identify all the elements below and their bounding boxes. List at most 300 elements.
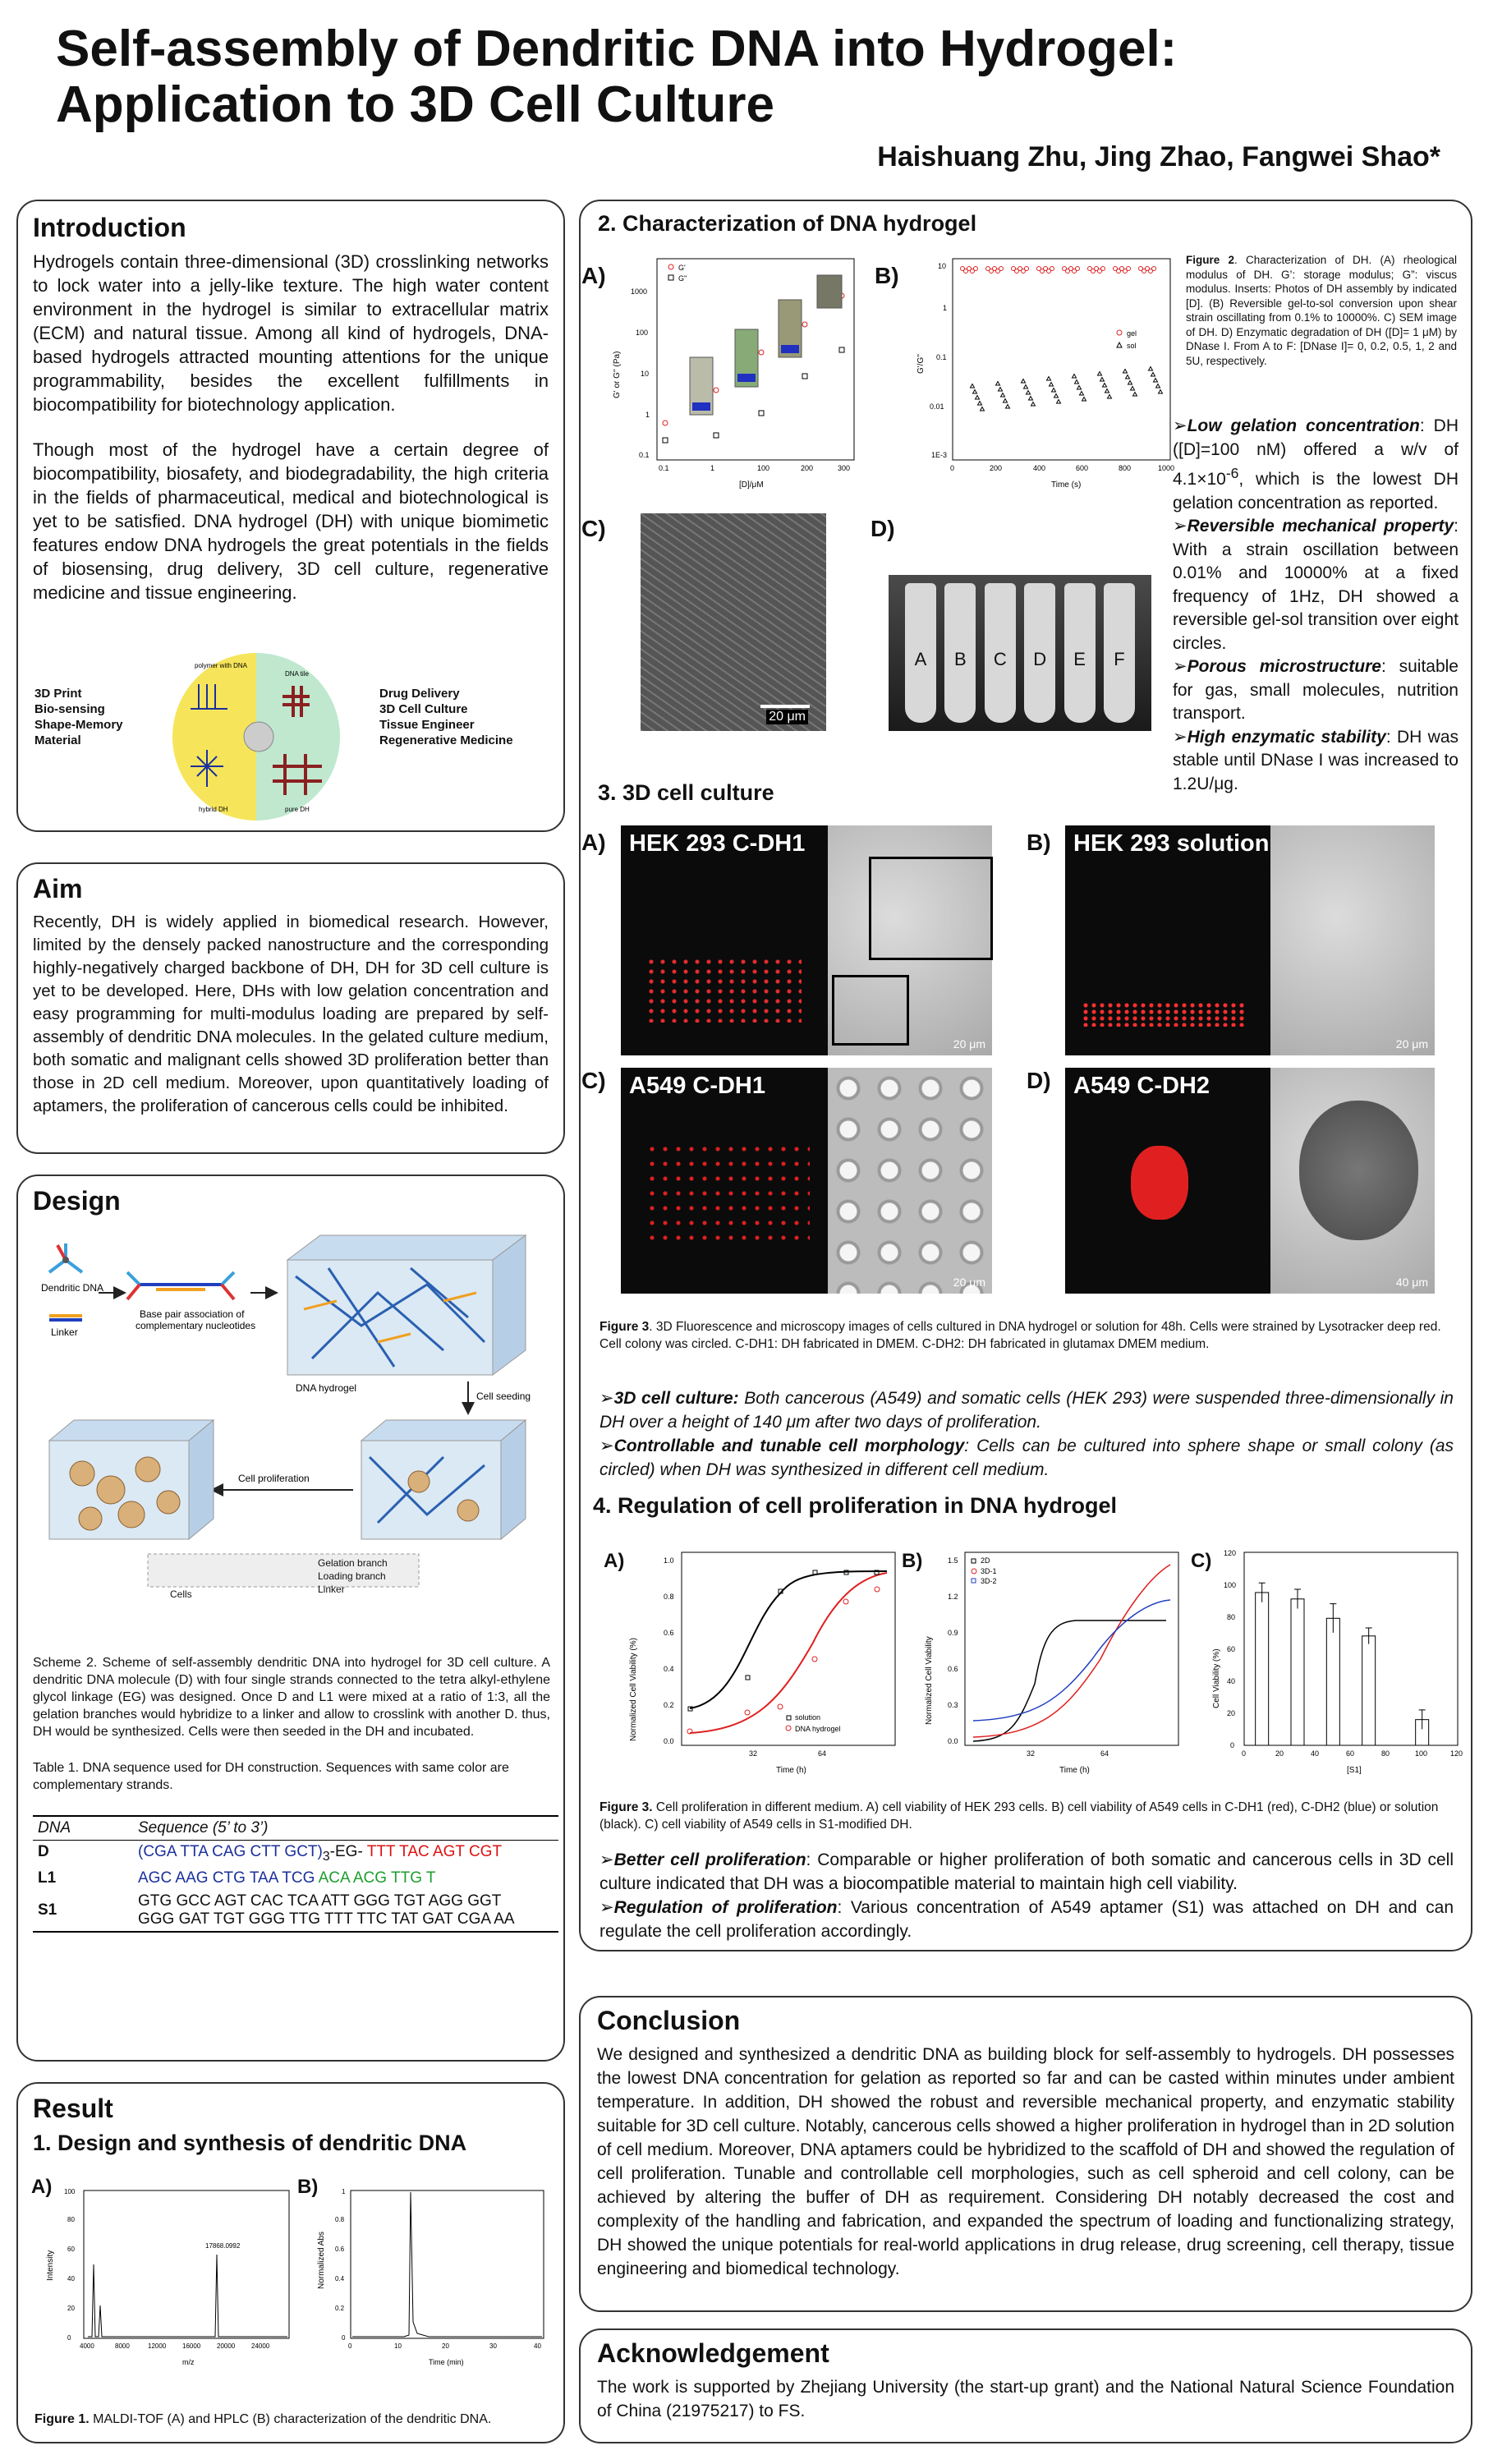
chartB-yticks xyxy=(948,1556,958,1745)
polymer-label: polymer with DNA xyxy=(195,662,248,669)
proliferated-cube xyxy=(49,1420,214,1539)
ytick: 0.8 xyxy=(335,2216,345,2223)
legend-marker-sol xyxy=(1117,342,1122,347)
chartC-ylabel: Cell Viability (%) xyxy=(1212,1648,1221,1708)
tube-row xyxy=(905,583,1135,723)
ytick: 0.1 xyxy=(936,353,947,361)
figure3-caption xyxy=(599,1318,1454,1353)
design-scheme-diagram xyxy=(33,1227,550,1588)
ytick: 20 xyxy=(67,2305,75,2312)
xtick: 120 xyxy=(1450,1749,1463,1758)
introduction-heading: Introduction xyxy=(33,213,186,242)
chartC-frame xyxy=(1244,1552,1458,1745)
a549-cdh1-fluorescence xyxy=(621,1068,828,1294)
sol-point xyxy=(1128,381,1132,385)
bullet-text: : suitable for gas, small molecules, nutrition transport. xyxy=(1173,657,1459,723)
legend-marker-solution xyxy=(787,1716,791,1720)
culture-label-c: C) xyxy=(581,1068,606,1093)
bullet-text: : Various concentration of A549 aptamer (S1) was attached on DH and can regulate the cell proliferation accordingly. xyxy=(599,1898,1454,1941)
dna-hydrogel-cube xyxy=(287,1235,526,1375)
tube: E xyxy=(1064,583,1096,723)
seq-part: (CGA TTA CAG CTT GCT) xyxy=(138,1843,323,1860)
sol-point xyxy=(981,407,985,411)
gel-point xyxy=(974,267,978,271)
ytick: 0.01 xyxy=(930,402,944,411)
bar xyxy=(1326,1618,1339,1745)
culture-label-b: B) xyxy=(1027,830,1051,855)
bullet: ➢Controllable and tunable cell morphology: Cells can be cultured into sphere shape or small colony (as circled) when DH was synthesized in different cell medium. xyxy=(599,1437,1454,1479)
aim-box xyxy=(16,862,565,1154)
table-caption: Table 1. DNA sequence used for DH construction. Sequences with same color are complementary strands. xyxy=(33,1761,509,1792)
xtick: 0 xyxy=(1242,1749,1247,1758)
base-pair-label-2: complementary nucleotides xyxy=(136,1320,256,1331)
legend-sol: sol xyxy=(1127,342,1137,350)
fig-text: Cell proliferation in different medium. A) cell viability of HEK 293 cells. B) cell viability of A549 cells in C-DH1 (red), C-DH2 (blue) or solution (black). C) cell viability of A549 cells in S1-modified DH. xyxy=(599,1800,1439,1832)
rheo-xticks xyxy=(659,464,850,472)
ytick: 0.2 xyxy=(664,1701,674,1709)
xtick: 20 xyxy=(442,2342,449,2350)
aim-text: Recently, DH is widely applied in biomedical research. However, limited by the densely packed nanostructure and the corresponding highly-negatively charged backbone of DH, DH for 3D cell culture is yet to be developed. Here, DHs with low gelation concentration and easy programming for multi-modulus loading are prepared by self-assembly of dendritic DNA molecules. In the gelated culture medium, both somatic and malignant cells showed 3D proliferation better than those in 2D cell medium. Moreover, upon quantitatively loading of aptamers, the proliferation of cancerous cells could be inhibited. xyxy=(33,913,549,1115)
legend-entry: 3D-1 xyxy=(981,1567,997,1575)
panel-title: A549 C-DH1 xyxy=(629,1073,765,1099)
hplc-chart xyxy=(314,2182,552,2371)
sol-point xyxy=(1057,400,1061,404)
dendritic-label: Dendritic DNA xyxy=(41,1282,104,1294)
ytick: 1E-3 xyxy=(931,451,948,459)
sol-point xyxy=(1131,387,1135,391)
sol-point xyxy=(1050,383,1054,387)
xtick: 80 xyxy=(1381,1749,1390,1758)
linker-label: Linker xyxy=(51,1326,78,1338)
sol-point xyxy=(1027,391,1031,395)
spheroid xyxy=(1299,1101,1418,1240)
sem-scale-bar xyxy=(760,705,810,708)
xtick: 32 xyxy=(1027,1749,1036,1758)
bar xyxy=(1291,1599,1304,1745)
fluorescent-cells xyxy=(1082,1002,1246,1027)
sol-point xyxy=(1082,398,1086,402)
curve-3d2 xyxy=(973,1600,1170,1721)
seq-part: ACA ACG TTG T xyxy=(318,1869,436,1887)
ytick: 60 xyxy=(67,2246,75,2253)
base-pair-label: Base pair association of xyxy=(140,1308,245,1320)
ytick: 0.4 xyxy=(664,1665,674,1673)
sol-point xyxy=(1001,393,1005,398)
sol-point xyxy=(1075,380,1079,384)
hek-solution-fluorescence xyxy=(1065,825,1270,1055)
fig1-label-a: A) xyxy=(31,2176,53,2198)
acknowledgement-heading: Acknowledgement xyxy=(597,2338,829,2368)
gel-point xyxy=(999,267,1004,271)
hplc-xlabel: Time (min) xyxy=(429,2358,464,2366)
xtick: 100 xyxy=(757,464,770,472)
seq-sub: 3 xyxy=(322,1849,330,1864)
legend-marker-gel xyxy=(1117,330,1122,335)
poster-title xyxy=(56,21,1452,133)
bullet-title: Regulation of proliferation xyxy=(613,1898,838,1917)
ytick: 0.0 xyxy=(664,1737,674,1745)
row-name: D xyxy=(38,1843,49,1860)
char-label-a: A) xyxy=(581,263,606,288)
legend-marker-g1 xyxy=(668,264,673,269)
ytick: 100 xyxy=(64,2188,76,2195)
sol-point xyxy=(1156,384,1160,388)
ytick: 1.0 xyxy=(664,1556,674,1565)
xtick: 24000 xyxy=(251,2342,270,2350)
app-label: Tissue Engineer xyxy=(379,718,475,732)
sol-point xyxy=(1108,395,1112,399)
hydrogel-applications-diagram xyxy=(149,651,363,822)
bullet-title: High enzymatic stability xyxy=(1187,727,1386,747)
xtick: 400 xyxy=(1033,464,1046,472)
prolif-label: Cell proliferation xyxy=(238,1473,310,1484)
result-heading: Result xyxy=(33,2094,113,2123)
scale-text: 20 μm xyxy=(953,1276,985,1289)
hydrogel-curve xyxy=(690,1573,887,1733)
row-name: L1 xyxy=(38,1869,57,1887)
xtick: 8000 xyxy=(115,2342,130,2350)
bullet: ➢Reversible mechanical property: With a strain oscillation between 0.01% and 10000% at a fixed frequency of 1Hz, DH showed a reversible gel-sol transition over eight circles. xyxy=(1173,517,1459,653)
tile-label: DNA tile xyxy=(285,670,309,678)
maldi-xticks xyxy=(80,2342,270,2350)
legend-solution: solution xyxy=(795,1713,821,1722)
sol-point xyxy=(1022,379,1026,384)
seeded-cube xyxy=(361,1420,526,1539)
sol-point xyxy=(1029,397,1033,401)
characterization-bullets xyxy=(1173,415,1459,796)
chartA-points xyxy=(687,1570,880,1734)
sol-point xyxy=(1073,375,1077,379)
tube: D xyxy=(1024,583,1055,723)
ytick: 40 xyxy=(67,2275,75,2282)
chartA-yticks xyxy=(664,1556,674,1745)
sol-point xyxy=(1077,386,1082,390)
ytick: 0.6 xyxy=(948,1665,958,1673)
ytick: 60 xyxy=(1227,1645,1236,1653)
a549-cdh2-brightfield xyxy=(1270,1068,1435,1294)
hydrogel-label: DNA hydrogel xyxy=(296,1382,357,1394)
app-label: Shape-Memory xyxy=(34,718,123,732)
sol-point xyxy=(996,382,1000,386)
bullet-title: 3D cell culture: xyxy=(613,1389,745,1408)
bullet-text: Both cancerous (A549) and somatic cells (HEK 293) were suspended three-dimensionally in DH over a height of 140 μm after two days of proliferation. xyxy=(599,1389,1454,1432)
rheology-chart xyxy=(608,251,862,497)
xtick: 200 xyxy=(801,464,814,472)
chartB-ylabel: Normalized Cell Viability xyxy=(925,1636,934,1725)
fig1-label-b: B) xyxy=(297,2176,319,2198)
maldi-yticks xyxy=(64,2188,76,2342)
bullet-text: : Cells can be cultured into sphere shape or small colony (as circled) when DH was synthesized in different cell medium. xyxy=(599,1437,1454,1479)
ytick: 1 xyxy=(943,304,948,312)
bullet-title: Porous microstructure xyxy=(1187,657,1381,676)
introduction-box xyxy=(16,200,565,832)
gel-point xyxy=(1127,267,1131,271)
figure2-caption xyxy=(1186,253,1457,368)
prolif-label-a: A) xyxy=(604,1550,625,1572)
bullet-text: : With a strain oscillation between 0.01% and 10000% at a fixed frequency of 1Hz, DH showed a reversible gel-sol transition over eight circles. xyxy=(1173,517,1459,653)
hek-solution-brightfield xyxy=(1270,825,1435,1055)
ytick: 0.1 xyxy=(639,451,650,459)
bullet: ➢Low gelation concentration: DH ([D]=100 nM) offered a w/v of $4.1\times 10^{-6}$, which is the lowest DH gelation concentration as reported. xyxy=(1173,416,1459,513)
chartB-legend xyxy=(972,1556,997,1585)
bar xyxy=(1256,1593,1269,1745)
app-label: Drug Delivery xyxy=(379,687,460,701)
table-row xyxy=(33,1841,558,1867)
result-box xyxy=(16,2082,565,2443)
culture-heading: 3. 3D cell culture xyxy=(598,780,774,805)
sol-point xyxy=(1149,367,1153,371)
gel-point xyxy=(1152,267,1156,271)
ytick: 0 xyxy=(67,2334,71,2342)
s1-viability-bar-chart xyxy=(1207,1544,1470,1782)
title-line-1: Self-assembly of Dendritic DNA into Hydrogel: xyxy=(56,21,1178,77)
hplc-trace xyxy=(352,2192,542,2337)
sequence-table xyxy=(33,1815,558,1933)
prolif-label-c: C) xyxy=(1191,1550,1212,1572)
sem-image xyxy=(641,513,826,731)
fig-bold: Figure 3. xyxy=(599,1800,653,1814)
design-legend xyxy=(162,1556,425,1621)
design-box xyxy=(16,1175,565,2062)
legend-marker-hydrogel xyxy=(786,1726,791,1731)
table-row xyxy=(33,1867,558,1890)
ytick: 80 xyxy=(1227,1613,1236,1621)
linker-legend: Linker xyxy=(318,1584,345,1595)
sol-point xyxy=(971,384,975,388)
ytick: 100 xyxy=(636,329,649,337)
ytick: 0.8 xyxy=(664,1593,674,1601)
app-label: 3D Cell Culture xyxy=(379,702,468,716)
ytick: 40 xyxy=(1227,1677,1236,1685)
proliferation-heading: 4. Regulation of cell proliferation in DNA hydrogel xyxy=(593,1493,1118,1518)
cells-legend: Cells xyxy=(170,1588,192,1600)
seq-line: GTG GCC AGT CAC TCA ATT GGG TGT AGG GGT xyxy=(138,1892,502,1910)
tube: B xyxy=(944,583,976,723)
design-heading: Design xyxy=(33,1186,121,1216)
xtick: 1 xyxy=(710,464,715,472)
legend-g2: G'' xyxy=(678,274,687,283)
fluorescent-spheroid xyxy=(1131,1146,1188,1220)
ytick: 10 xyxy=(641,370,650,378)
bullet: ➢High enzymatic stability: DH was stable until DNase I was increased to 1.2U/μg. xyxy=(1173,727,1459,793)
sol-point xyxy=(973,390,977,394)
legend-hydrogel: DNA hydrogel xyxy=(795,1725,841,1733)
bullet: ➢3D cell culture: Both cancerous (A549) and somatic cells (HEK 293) were suspended three-dimensionally in DH over a height of 140 μm after two days of proliferation. xyxy=(599,1389,1454,1432)
scale-text: 40 μm xyxy=(1395,1276,1428,1289)
ytick: 20 xyxy=(1227,1709,1236,1717)
a549-cdh2-fluorescence xyxy=(1065,1068,1270,1294)
chartB-xlabel: Time (h) xyxy=(1059,1766,1090,1775)
ytick: 80 xyxy=(67,2216,75,2223)
culture-bullets xyxy=(599,1386,1454,1482)
ytick: 1000 xyxy=(631,287,648,296)
legend-g1: G' xyxy=(678,264,686,272)
gelsol-yticks xyxy=(930,262,947,459)
panel-title: A549 C-DH2 xyxy=(1073,1073,1210,1099)
sol-point xyxy=(1024,385,1028,389)
tube: F xyxy=(1104,583,1135,723)
chartA-ylabel: Normalized Cell Viability (%) xyxy=(629,1638,638,1741)
chartA-xlabel: Time (h) xyxy=(776,1766,806,1775)
result-subheading: 1. Design and synthesis of dendritic DNA xyxy=(33,2131,467,2155)
xtick: 16000 xyxy=(182,2342,201,2350)
bullet: ➢Regulation of proliferation: Various concentration of A549 aptamer (S1) was attached on DH and can regulate the cell proliferation accordingly. xyxy=(599,1898,1454,1941)
char-label-b: B) xyxy=(875,263,899,288)
seq-line: GGG GAT TGT GGG TTG TTT TTC TAT GAT CGA AA xyxy=(138,1910,515,1928)
rheo-yticks xyxy=(631,287,650,459)
ytick: 0 xyxy=(342,2334,346,2342)
fluorescent-cells xyxy=(645,1142,810,1248)
gelation-legend: Gelation branch xyxy=(318,1557,388,1569)
gel-point xyxy=(1050,267,1054,271)
figure3b-caption xyxy=(599,1799,1454,1833)
pure-label: pure DH xyxy=(285,806,310,813)
loading-legend: Loading branch xyxy=(318,1570,386,1582)
seeding-label: Cell seeding xyxy=(476,1391,531,1402)
seq-part: TTT TAC AGT CGT xyxy=(366,1843,503,1860)
xtick: 40 xyxy=(1311,1749,1320,1758)
sol-point xyxy=(1103,384,1107,388)
xtick: 600 xyxy=(1076,464,1089,472)
chartC-yticks xyxy=(1224,1549,1236,1749)
fig1-caption-text: MALDI-TOF (A) and HPLC (B) characterization of the dendritic DNA. xyxy=(89,2412,492,2426)
characterization-heading: 2. Characterization of DNA hydrogel xyxy=(598,211,977,236)
xtick: 1000 xyxy=(1158,464,1175,472)
acknowledgement-text: The work is supported by Zhejiang University (the start-up grant) and the National Natural Science Foundation of China (21975217) to FS. xyxy=(597,2378,1454,2420)
bullet-text: , which is the lowest DH gelation concentration as reported. xyxy=(1173,470,1459,513)
table-head-dna: DNA xyxy=(38,1819,71,1837)
hydrogel-photo-icon xyxy=(244,722,273,752)
char-label-d: D) xyxy=(871,516,895,541)
xtick: 40 xyxy=(534,2342,541,2350)
gelsol-frame xyxy=(953,259,1170,460)
app-label: Material xyxy=(34,733,81,747)
gel-point xyxy=(1076,267,1080,271)
rheo-xlabel: [D]/μM xyxy=(739,480,764,490)
scale-text: 20 μm xyxy=(1395,1037,1428,1050)
sol-point xyxy=(1004,399,1008,403)
prolif-label-b: B) xyxy=(902,1550,923,1572)
seq-part: -EG- xyxy=(329,1843,367,1860)
xtick: 200 xyxy=(990,464,1003,472)
bullet-title: Better cell proliferation xyxy=(613,1850,806,1869)
intro-left-apps xyxy=(34,686,123,748)
conclusion-heading: Conclusion xyxy=(597,2006,741,2035)
ytick: 1 xyxy=(342,2188,346,2195)
maldi-frame xyxy=(84,2190,289,2338)
sol-point xyxy=(1151,373,1155,377)
colony-circle xyxy=(869,857,993,960)
xtick: 60 xyxy=(1346,1749,1355,1758)
ytick: 10 xyxy=(938,262,947,270)
legend-entry: 2D xyxy=(981,1556,990,1565)
gel-point xyxy=(1025,267,1029,271)
sol-point xyxy=(1031,402,1036,407)
xtick: 100 xyxy=(1415,1749,1428,1758)
degradation-tubes-photo xyxy=(889,575,1151,731)
bullet-text: : DH ([D]=100 nM) offered a w/v of 4.1×10 xyxy=(1173,416,1459,489)
hek-cdh1-brightfield xyxy=(828,825,992,1055)
fig1-caption-bold: Figure 1. xyxy=(34,2412,90,2426)
hybrid-label: hybrid DH xyxy=(199,806,228,813)
aim-heading: Aim xyxy=(33,874,83,903)
gel-point xyxy=(1101,267,1105,271)
ytick: 1.5 xyxy=(948,1556,958,1565)
sol-point xyxy=(1098,372,1102,376)
curve-2d xyxy=(973,1620,1166,1741)
sol-point xyxy=(1123,370,1128,374)
hplc-yticks xyxy=(335,2188,346,2342)
scale-text: 20 μm xyxy=(953,1037,985,1050)
bars-group xyxy=(1256,1583,1429,1745)
gelsol-xticks xyxy=(950,464,1174,472)
xtick: 0 xyxy=(950,464,955,472)
sol-point xyxy=(1047,377,1051,381)
xtick: 800 xyxy=(1119,464,1132,472)
title-line-2: Application to 3D Cell Culture xyxy=(56,76,774,133)
culture-label-d: D) xyxy=(1027,1068,1051,1093)
solution-curve xyxy=(690,1571,887,1708)
ytick: 0 xyxy=(1230,1741,1235,1749)
maldi-xlabel: m/z xyxy=(182,2358,195,2366)
sol-point xyxy=(1054,394,1059,398)
gelsol-xlabel: Time (s) xyxy=(1051,480,1082,490)
char-label-c: C) xyxy=(581,516,606,541)
ytick: 0.6 xyxy=(335,2246,345,2253)
ytick: 1 xyxy=(645,411,650,419)
fig3-bold: Figure 3 xyxy=(599,1320,650,1334)
intro-right-apps xyxy=(379,686,513,748)
acknowledgement-box xyxy=(579,2328,1472,2443)
bullet-title: Reversible mechanical property xyxy=(1187,517,1454,536)
xtick: 64 xyxy=(818,1749,827,1758)
app-label: Bio-sensing xyxy=(34,702,105,716)
fig3-text: . 3D Fluorescence and microscopy images of cells cultured in DNA hydrogel or solution for 48h. Cells were strained by Lysotracker deep red. Cell colony was circled. C-DH1: DH fabricated in DMEM. C-DH2: DH fabricated in glutamax DMEM medium. xyxy=(599,1320,1441,1351)
xtick: 64 xyxy=(1100,1749,1109,1758)
bullet-title: Low gelation concentration xyxy=(1187,416,1420,435)
sol-point xyxy=(1133,393,1137,397)
curve-3d1 xyxy=(973,1565,1170,1737)
tube: C xyxy=(985,583,1016,723)
ytick: 0.3 xyxy=(948,1701,958,1709)
legend-gel: gel xyxy=(1127,329,1137,338)
bullet: ➢Better cell proliferation: Comparable or higher proliferation of both somatic and cancerous cells in 3D cell culture indicated that DH was a biocompatible material to maintain high cell viability. xyxy=(599,1850,1454,1893)
conclusion-text: We designed and synthesized a dendritic DNA as building block for self-assembly to hydrogels. DH possesses the lowest DNA concentration for gelation as reported so far and can be casted within minutes under ambient temperature. In addition, DH showed the robust and reversible mechanical property, and enzymatic stability suitable for 3D cell culture. Notably, cancerous cells showed a higher proliferation in hydrogel than in 2D solution of cell medium. Moreover, DNA aptamers could be hybridized to the scaffold of DH and showed the regulation of cell proliferation. Tunable and controllable cell morphologies, such as cell spheroid and cell colony, can be achieved by altering the buffer of DH as requirement. Considering DH notably decreased the cost and complexity of the handling and fabrication, and expanded the spectrum of loading and functionalizing strategy, DH showed the unique potentials for real-world applications in drug release, drug screening, cell therapy, tissue engineering and biomedical technology. xyxy=(597,2045,1454,2278)
sol-point xyxy=(978,402,982,406)
table-row xyxy=(33,1890,558,1931)
sol-point xyxy=(1080,392,1084,396)
sol-point xyxy=(1100,378,1105,382)
table-head-seq: Sequence (5’ to 3’) xyxy=(138,1819,269,1837)
xtick: 4000 xyxy=(80,2342,94,2350)
bar xyxy=(1362,1636,1376,1745)
ytick: 1.2 xyxy=(948,1593,958,1601)
ytick: 0.0 xyxy=(948,1737,958,1745)
bullet-text: : DH was stable until DNase I was increased to 1.2U/μg. xyxy=(1173,727,1459,793)
ytick: 0.4 xyxy=(335,2275,345,2282)
colony-circle xyxy=(832,975,909,1046)
maldi-tof-chart xyxy=(43,2182,297,2371)
hek-cdh1-fluorescence xyxy=(621,825,828,1055)
ytick: 0.2 xyxy=(335,2305,345,2312)
bullet-title: Controllable and tunable cell morphology xyxy=(613,1437,965,1455)
app-label: 3D Print xyxy=(34,687,82,701)
scheme-caption: Scheme 2. Scheme of self-assembly dendritic DNA into hydrogel for 3D cell culture. A dendritic DNA molecule (D) with four single strands connected to the tetra alkyl-ethylene glycol linkage (EG) was designed. Once D and L1 were mixed at a ratio of 1:3, all the gelation branches would hybridize to a linker and allow to crosslink with another D. thus, DH would be synthesized. Cells were then seeded in the DH and incubated. xyxy=(33,1656,550,1739)
sol-point xyxy=(1006,405,1010,409)
seq-part: AGC AAG CTG TAA TCG xyxy=(138,1869,319,1887)
xtick: 20000 xyxy=(217,2342,236,2350)
sol-point xyxy=(1052,388,1056,393)
